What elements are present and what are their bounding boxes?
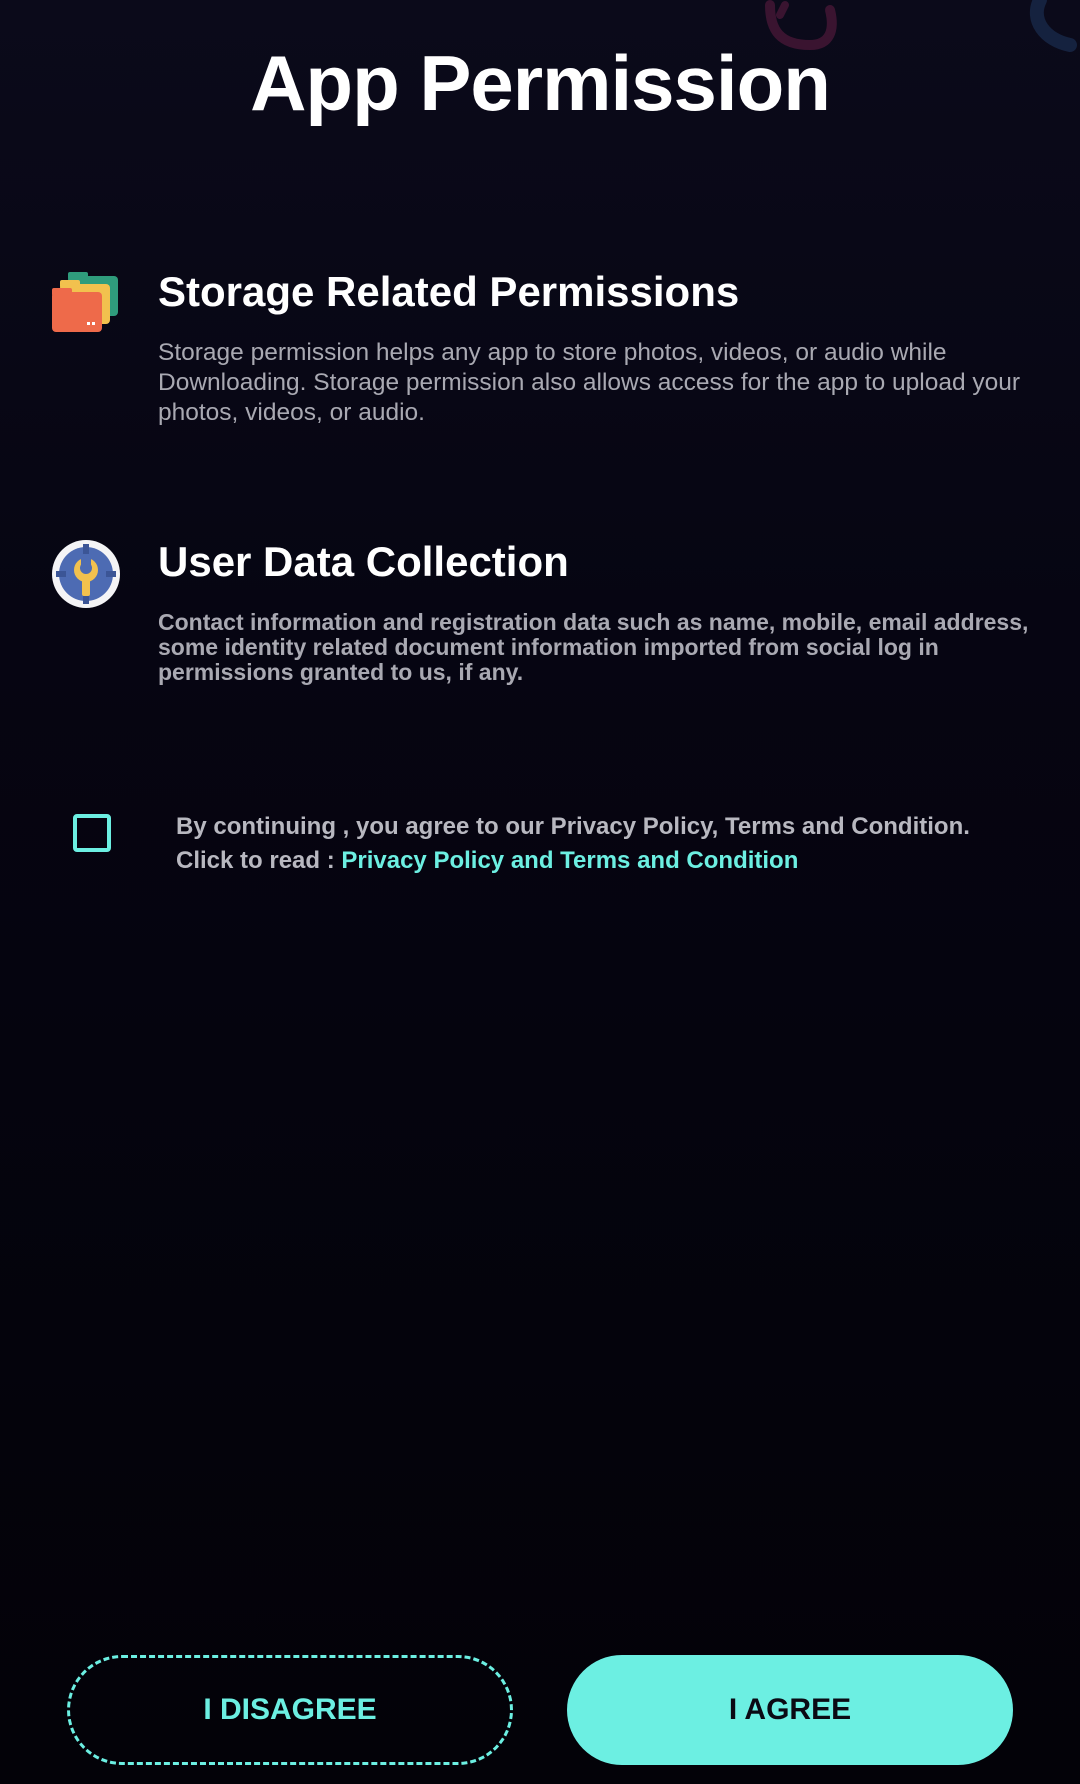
disagree-button[interactable]: I DISAGREE	[67, 1655, 513, 1765]
folders-icon	[50, 268, 122, 340]
storage-title: Storage Related Permissions	[158, 268, 740, 315]
page-title: App Permission	[250, 39, 830, 127]
consent-checkbox[interactable]	[73, 814, 111, 852]
consent-line2-prefix: Click to read :	[176, 847, 342, 874]
user-data-description: Contact information and registration data such as name, mobile, email address, some identity related document information imported from social log in permissions granted to us, if any.	[158, 609, 1029, 685]
agree-button[interactable]: I AGREE	[567, 1655, 1013, 1765]
consent-line1: By continuing , you agree to our Privacy Policy, Terms and Condition.	[176, 813, 970, 840]
consent-text	[176, 810, 1036, 878]
privacy-policy-link[interactable]: Privacy Policy and Terms and Condition	[341, 847, 799, 874]
user-data-title: User Data Collection	[158, 538, 569, 585]
user-data-gear-icon	[50, 538, 122, 610]
storage-description: Storage permission helps any app to store photos, videos, or audio while Downloading. Storage permission also allows access for the app to upload your photos, videos, or audio.	[158, 339, 1021, 426]
